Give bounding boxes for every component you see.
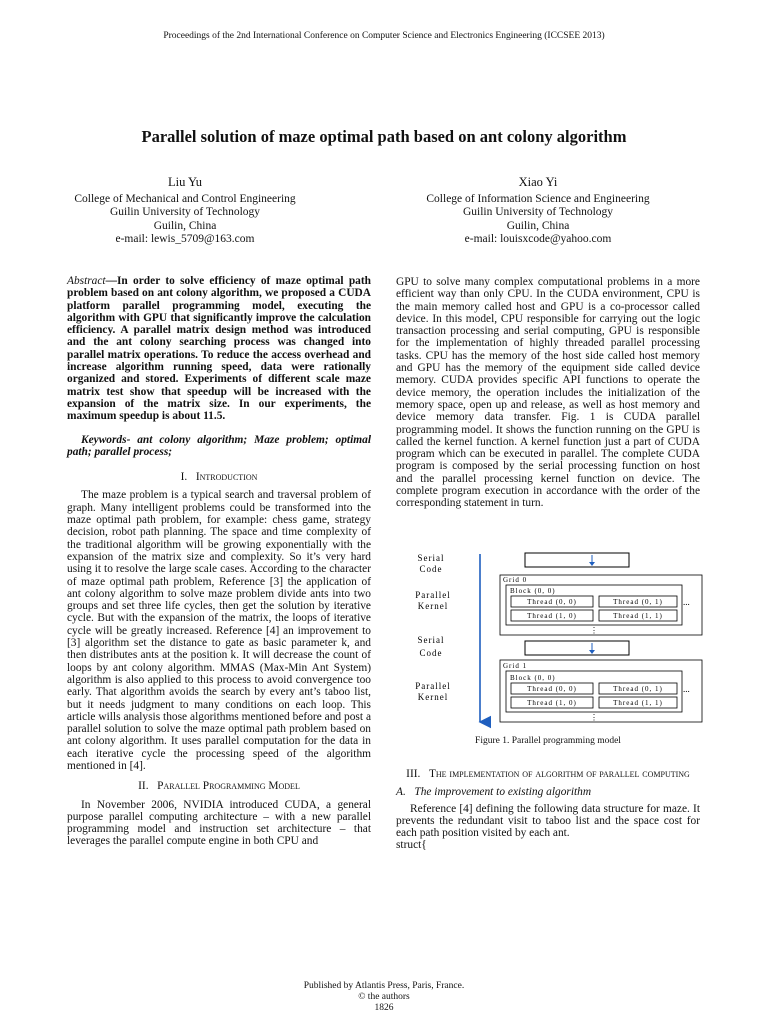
thread-label: Thread (1, 1) bbox=[613, 699, 663, 707]
right-column-top bbox=[396, 276, 700, 510]
serial-label: Serial bbox=[417, 635, 445, 645]
section-heading-model: II. Parallel Programming Model bbox=[138, 780, 300, 793]
author-dept: College of Mechanical and Control Engineering bbox=[74, 192, 296, 205]
page-footer bbox=[0, 981, 768, 1014]
serial-label: Serial bbox=[417, 553, 445, 563]
parallel-label: Parallel bbox=[415, 590, 451, 600]
author-name: Xiao Yi bbox=[518, 175, 558, 189]
running-header: Proceedings of the 2nd International Conference on Computer Science and Electronics Engineering (ICCSEE 2013) bbox=[163, 31, 605, 41]
abstract bbox=[67, 275, 371, 423]
figure-caption: Figure 1. Parallel programming model bbox=[475, 736, 621, 746]
block-label: Block (0, 0) bbox=[510, 587, 556, 595]
serial-label: Code bbox=[419, 648, 443, 658]
parallel-label: Kernel bbox=[417, 601, 449, 611]
thread-label: Thread (1, 1) bbox=[613, 612, 663, 620]
thread-label: Thread (0, 1) bbox=[613, 598, 663, 606]
subsection-heading: A. The improvement to existing algorithm bbox=[396, 786, 592, 799]
abstract-text: —In order to solve efficiency of maze optimal path problem based on ant colony algorithm, we proposed a CUDA platform parallel programming model, executing the algorithm with GPU that significantly improve the calculation efficiency. A parallel matrix design method was introduced and the ant colony searching process was changed into parallel matrix operations. To reduce the access overhead and increase algorithm running speed, data were rationally organized and stored. Experiments of different scale maze matrix test show that speedup will be increased with the expansion of the matrix size. In our experiments, the maximum speedup is about 11.5. bbox=[67, 275, 371, 423]
keywords: Keywords- ant colony algorithm; Maze problem; optimal path; parallel process; bbox=[67, 433, 371, 458]
serial-box bbox=[525, 641, 629, 655]
right-column-bottom bbox=[396, 768, 700, 852]
block-label: Block (0, 0) bbox=[510, 674, 556, 682]
thread-label: Thread (1, 0) bbox=[527, 699, 577, 707]
abstract-label: Abstract bbox=[67, 275, 106, 287]
page-number: 1826 bbox=[374, 1003, 394, 1013]
section-heading-implementation: III. The implementation of algorithm of parallel computing bbox=[406, 768, 690, 780]
intro-paragraph: The maze problem is a typical search and traversal problem of graph. Many intelligent problems could be transformed into the maze optimal path problem, for example: chess game, strategy decision, robot path planning. The space and time complexity of the traditional algorithm will be growing exponentially with the expansion of the matrix size and complexity. So it’s very hard using it to resolve the large scale cases. According to the character of maze optimal path problem, Reference [3] the application of ant colony algorithm to solve maze problem divide ants into two groups and set three life cycles, then get the solution by iterative cycle. But with the expansion of the matrix, the loops of iterative cycle will be greatly increased. Reference [4] an improvement to [3] algorithm set the distance to gate as basic parameter k, and then distributes ants at the position k. It will decrease the count of loops by ant colony algorithm. MMAS (Max-Min Ant System) algorithm is also applied to this process to avoid convergence too early. That algorithm avoids the search by every ant’s taboo list, but it needs judgment to many conditions on each loop. This article wills analysis those algorithms mentioned before and post a parallel solution to solve the maze optimal path problem based on ant colony algorithm. It uses parallel computation for the data in each iterative cycle the processing speed of the algorithm mentioned in [4]. bbox=[67, 489, 371, 772]
copyright-line: © the authors bbox=[358, 992, 410, 1002]
ellipsis: ... bbox=[683, 597, 690, 607]
subsection-paragraph: Reference [4] defining the following data structure for maze. It prevents the redundant visit to taboo list and the space cost for each path position visited by each ant. bbox=[396, 802, 700, 840]
code-start: struct{ bbox=[396, 839, 427, 852]
parallel-model-figure bbox=[396, 550, 708, 730]
ellipsis: ... bbox=[683, 684, 690, 694]
author-block-2 bbox=[388, 176, 688, 247]
author-name: Liu Yu bbox=[168, 175, 202, 189]
grid-label: Grid 1 bbox=[503, 662, 528, 670]
author-city: Guilin, China bbox=[153, 219, 217, 232]
author-univ: Guilin University of Technology bbox=[109, 206, 261, 219]
author-city: Guilin, China bbox=[506, 219, 570, 232]
publisher-line: Published by Atlantis Press, Paris, France. bbox=[303, 981, 465, 991]
thread-label: Thread (0, 0) bbox=[527, 685, 577, 693]
serial-label: Code bbox=[419, 564, 443, 574]
thread-label: Thread (1, 0) bbox=[527, 612, 577, 620]
paper-title: Parallel solution of maze optimal path based on ant colony algorithm bbox=[141, 127, 627, 146]
author-dept: College of Information Science and Engineering bbox=[426, 192, 650, 205]
thread-label: Thread (0, 1) bbox=[613, 685, 663, 693]
down-arrow-icon bbox=[589, 562, 595, 566]
model-paragraph-start: In November 2006, NVIDIA introduced CUDA, a general purpose parallel computing architecture – with a new parallel programming model and instruction set architecture – that leverages the parallel compute engine in both CPU and bbox=[67, 798, 371, 848]
parallel-label: Kernel bbox=[417, 692, 449, 702]
author-block-1 bbox=[35, 176, 335, 247]
left-column bbox=[67, 275, 371, 848]
vertical-ellipsis: ⋮ bbox=[590, 626, 598, 635]
model-paragraph-cont: GPU to solve many complex computational problems in a more efficient way than only CPU. In the CUDA environment, CPU is the main memory called host and GPU is a co-processor called device. In this model, CPU responsible for carrying out the logic transaction processing and serial computing, GPU is responsible for the implementation of highly threaded parallel processing tasks. CPU has the memory of the host side called host memory and GPU has the memory of the equipment side called device memory. CUDA provides specific API functions to operate the device memory, the operation includes the initialization of the memory space, open up and release, as well as host memory and device memory data transfer. Fig. 1 is CUDA parallel programming model. It shows the function running on the GPU is called the kernel function. A kernel function just a part of CUDA program which can be executed in parallel. The complete CUDA program is composed by the serial processing function on host and the parallel processing kernel function on device. The complete program execution in accordance with the order of the corresponding statement in turn. bbox=[396, 276, 700, 510]
vertical-ellipsis: ⋮ bbox=[590, 713, 598, 722]
section-heading-introduction: I. Introduction bbox=[180, 471, 258, 484]
down-arrow-icon bbox=[589, 650, 595, 654]
thread-label: Thread (0, 0) bbox=[527, 598, 577, 606]
author-email[interactable]: e-mail: lewis_5709@163.com bbox=[115, 233, 255, 246]
author-univ: Guilin University of Technology bbox=[462, 206, 614, 219]
parallel-label: Parallel bbox=[415, 681, 451, 691]
grid-label: Grid 0 bbox=[503, 576, 528, 584]
author-email[interactable]: e-mail: louisxcode@yahoo.com bbox=[464, 233, 612, 246]
serial-box bbox=[525, 553, 629, 567]
